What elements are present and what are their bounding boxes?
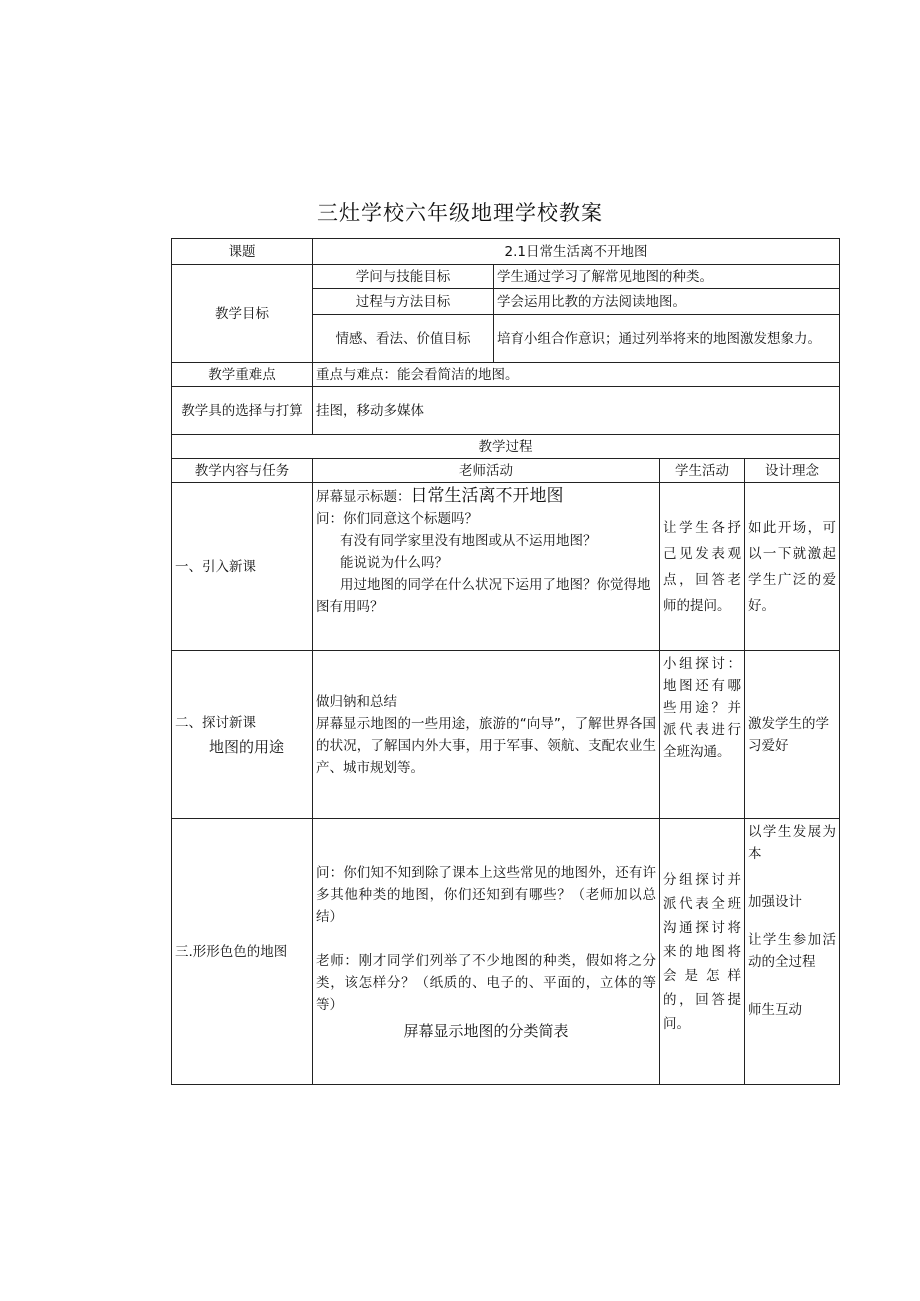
column-header-design: 设计理念 (745, 459, 840, 483)
section-student: 小组探讨：地图还有哪些用途？并派代表进行全班沟通。 (660, 651, 745, 819)
section-task (172, 651, 313, 819)
objective-value: 学生通过学习了解常见地图的种类。 (494, 265, 840, 289)
objective-name: 情感、看法、价值目标 (313, 315, 494, 363)
design-point: 加强设计 (748, 894, 802, 910)
design-point: 师生互动 (748, 1002, 802, 1018)
objectives-label: 教学目标 (172, 265, 313, 363)
section-row (172, 651, 840, 819)
section-teacher (313, 651, 660, 819)
objective-name: 过程与方法目标 (313, 289, 494, 315)
section-teacher (313, 819, 660, 1085)
section-row (172, 819, 840, 1085)
design-point: 以学生发展为本 (748, 824, 837, 862)
teacher-line: 屏幕显示地图的一些用途，旅游的“向导”，了解世界各国的状况，了解国内外大事，用于军事、领航、支配农业生产、城市规划等。 (316, 715, 656, 776)
section-task: 一、引入新课 (172, 483, 313, 651)
column-header-teacher: 老师活动 (313, 459, 660, 483)
key-points-label: 教学重难点 (172, 363, 313, 387)
section-student: 分组探讨并派代表全班沟通探讨将来的地图将会是怎样的，回答提问。 (660, 819, 745, 1085)
teacher-line: 屏幕显示标题： (316, 489, 411, 505)
section-design (745, 819, 840, 1085)
teacher-line: 屏幕显示地图的分类简表 (403, 1021, 569, 1040)
column-header-task: 教学内容与任务 (172, 459, 313, 483)
teacher-line: 有没有同学家里没有地图或从不运用地图？ (340, 533, 597, 549)
lesson-plan-table (171, 238, 840, 1085)
section-row (172, 483, 840, 651)
objective-value: 培育小组合作意识；通过列举将来的地图激发想象力。 (494, 315, 840, 363)
teacher-headline: 日常生活离不开地图 (410, 486, 564, 506)
teacher-line: 做归钠和总结 (316, 693, 397, 710)
column-header-student: 学生活动 (660, 459, 745, 483)
teacher-line: 能说说为什么吗？ (340, 555, 448, 571)
section-teacher (313, 483, 660, 651)
tools-label: 教学具的选择与打算 (172, 387, 313, 435)
process-header-row (172, 459, 840, 483)
tools-value: 挂图，移动多媒体 (313, 387, 840, 435)
teacher-line: 问：你们知不知到除了课本上这些常见的地图外，还有许多其他种类的地图，你们还知到有哪些？（老师加以总结） (316, 864, 656, 925)
tools-row (172, 387, 840, 435)
section-task-subtitle: 地图的用途 (209, 737, 285, 756)
topic-row (172, 239, 840, 265)
section-design: 如此开场，可以一下就激起学生广泛的爱好。 (745, 483, 840, 651)
section-student: 让学生各抒己见发表观点，回答老师的提问。 (660, 483, 745, 651)
key-points-row (172, 363, 840, 387)
spacer (748, 913, 836, 929)
spacer (748, 865, 836, 891)
process-title-row (172, 435, 840, 459)
teacher-line: 老师：刚才同学们列举了不少地图的种类，假如将之分类，该怎样分？（纸质的、电子的、平面的，立体的等等） (316, 952, 656, 1013)
topic-value: 2.1日常生活离不开地图 (313, 239, 840, 265)
objective-value: 学会运用比教的方法阅读地图。 (494, 289, 840, 315)
section-task: 三.形形色色的地图 (172, 819, 313, 1085)
key-points-value: 重点与难点：能会看简洁的地图。 (313, 363, 840, 387)
process-title: 教学过程 (172, 435, 840, 459)
page-title: 三灶学校六年级地理学校教案 (317, 201, 603, 225)
topic-label: 课题 (172, 239, 313, 265)
section-design: 激发学生的学习爱好 (745, 651, 840, 819)
teacher-line: 用过地图的同学在什么状况下运用了地图？你觉得地图有用吗？ (316, 577, 651, 615)
spacer (316, 928, 656, 950)
objective-row (172, 265, 840, 289)
section-task-label: 二、探讨新课 (175, 714, 256, 731)
spacer (748, 973, 836, 999)
objective-name: 学问与技能目标 (313, 265, 494, 289)
teacher-line: 问：你们同意这个标题吗？ (316, 511, 478, 527)
design-point: 让学生参加活动的全过程 (748, 932, 837, 970)
